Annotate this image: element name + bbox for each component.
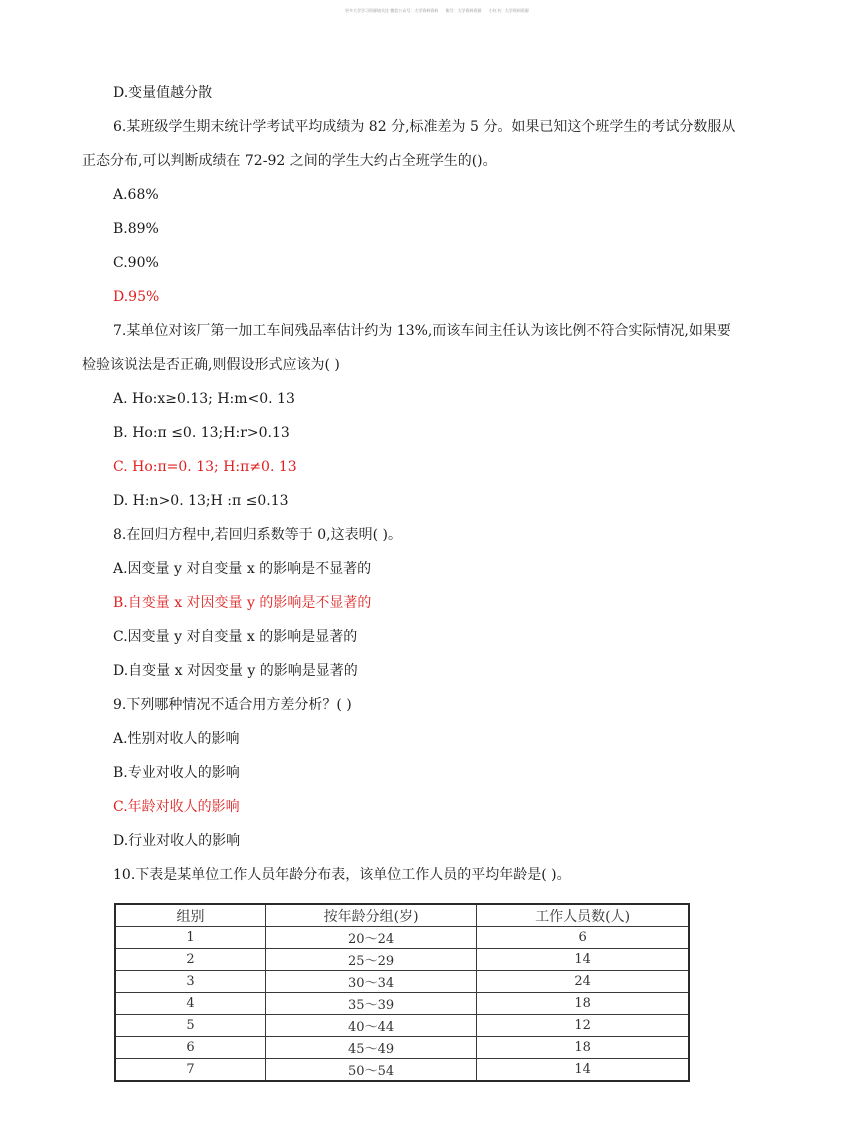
table-cell: 2 (115, 949, 265, 971)
table-cell: 45～49 (265, 1037, 476, 1059)
q9-stem: 9.下列哪种情况不适合用方差分析？( ) (113, 697, 352, 713)
q7-option-c-answer: C. Ho:π=0. 13; H:π≠0. 13 (113, 459, 297, 475)
header-part: 小红书：大学资料资源 (488, 8, 529, 13)
table-cell: 4 (115, 993, 265, 1015)
column-header-staff-count: 工作人员数(人) (477, 904, 689, 927)
q8-option-c: C.因变量 y 对自变量 x 的影响是显著的 (113, 629, 358, 645)
table-cell: 30～34 (265, 971, 476, 993)
q6-option-b: B.89% (113, 221, 159, 237)
page-header (345, 7, 531, 15)
table-cell: 18 (477, 993, 689, 1015)
q7-option-b: B. Ho:π ≤0. 13;H:r>0.13 (113, 425, 290, 441)
q6-stem-line1: 6.某班级学生期末统计学考试平均成绩为 82 分,标准差为 5 分。如果已知这个班学生的考试分数服从 (113, 119, 736, 135)
q9-option-b: B.专业对收人的影响 (113, 765, 240, 781)
header-part: 账号：大学资料资源 (445, 8, 482, 13)
q7-option-d: D. H:n>0. 13;H :π ≤0.13 (113, 493, 289, 509)
header-part: 更多大学学习资源请关注 微信公众号：大学资料资料 (345, 8, 439, 13)
q6-option-c: C.90% (113, 255, 159, 271)
q9-option-a: A.性别对收人的影响 (113, 731, 240, 747)
age-distribution-table (114, 903, 690, 1082)
table-cell: 20～24 (265, 927, 476, 949)
q6-option-a: A.68% (113, 187, 159, 203)
column-header-group: 组别 (115, 904, 265, 927)
table-cell: 7 (115, 1059, 265, 1082)
q9-option-d: D.行业对收人的影响 (113, 833, 241, 849)
table-cell: 24 (477, 971, 689, 993)
table-row (115, 993, 689, 1015)
q8-option-b-answer: B.自变量 x 对因变量 y 的影响是不显著的 (113, 595, 372, 611)
q8-stem: 8.在回归方程中,若回归系数等于 0,这表明( )。 (113, 527, 402, 543)
table-cell: 18 (477, 1037, 689, 1059)
column-header-age-range: 按年龄分组(岁) (265, 904, 476, 927)
table-row (115, 927, 689, 949)
table-cell: 35～39 (265, 993, 476, 1015)
q8-option-d: D.自变量 x 对因变量 y 的影响是显著的 (113, 663, 358, 679)
table-cell: 12 (477, 1015, 689, 1037)
q6-option-d-answer: D.95% (113, 289, 160, 305)
q7-stem-line1: 7.某单位对该厂第一加工车间残品率估计约为 13%,而该车间主任认为该比例不符合实际情况,如果要 (113, 323, 731, 339)
table-cell: 14 (477, 1059, 689, 1082)
table-header-row (115, 904, 689, 927)
table-row (115, 1059, 689, 1082)
q7-stem-line2: 检验该说法是否正确,则假设形式应该为( ) (82, 357, 340, 373)
q7-option-a: A. Ho:x≥0.13; H:m<0. 13 (113, 391, 295, 407)
q9-option-c-answer: C.年龄对收人的影响 (113, 799, 240, 815)
table-row (115, 1037, 689, 1059)
table-row (115, 971, 689, 993)
table-cell: 1 (115, 927, 265, 949)
q5-option-d: D.变量值越分散 (113, 85, 213, 101)
table-cell: 6 (477, 927, 689, 949)
table-cell: 14 (477, 949, 689, 971)
q8-option-a: A.因变量 y 对自变量 x 的影响是不显著的 (113, 561, 372, 577)
table-row (115, 1015, 689, 1037)
table-cell: 6 (115, 1037, 265, 1059)
table-cell: 5 (115, 1015, 265, 1037)
q6-stem-line2: 正态分布,可以判断成绩在 72-92 之间的学生大约占全班学生的()。 (82, 153, 497, 169)
q10-stem: 10.下表是某单位工作人员年龄分布表，该单位工作人员的平均年龄是( )。 (113, 867, 571, 883)
table-cell: 3 (115, 971, 265, 993)
table-cell: 40～44 (265, 1015, 476, 1037)
table-cell: 25～29 (265, 949, 476, 971)
table-cell: 50～54 (265, 1059, 476, 1082)
table-row (115, 949, 689, 971)
